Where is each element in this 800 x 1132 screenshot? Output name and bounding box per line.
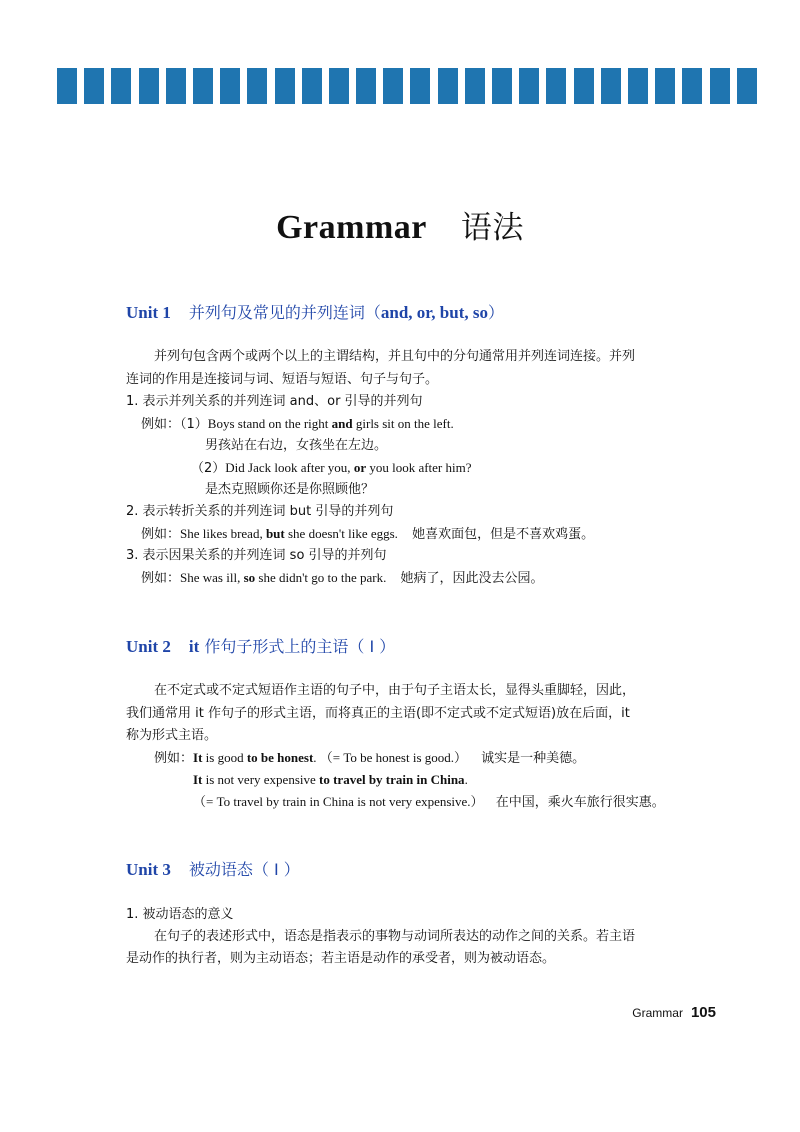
example-keyword: to be honest — [246, 750, 314, 765]
unit3-paragraph-line: 是动作的执行者，则为主动语态；若主语是动作的承受者，则为被动语态。 — [126, 951, 556, 966]
header-block — [492, 68, 512, 104]
header-block — [465, 68, 485, 104]
unit2-paragraph-line: 我们通常用 it 作句子的形式主语，而将真正的主语(即不定式或不定式短语)放在后面，it — [126, 706, 630, 721]
unit3-title-cn: 被动语态（ I ） — [188, 860, 300, 879]
example-number: （1） — [180, 417, 208, 432]
unit2-paragraph-line: 在不定式或不定式短语作主语的句子中，由于句子主语太长，显得头重脚轻，因此， — [154, 683, 636, 698]
example-label: 例如： — [141, 571, 181, 586]
example-translation: 她喜欢面包，但是不喜欢鸡蛋。 — [412, 527, 595, 542]
example-text: girls sit on the left. — [352, 416, 454, 431]
header-block — [57, 68, 77, 104]
page-number: 105 — [690, 1004, 716, 1021]
page-title — [0, 202, 800, 247]
example-keyword: but — [265, 526, 285, 541]
unit2-example-2 — [193, 770, 468, 791]
unit1-heading — [126, 300, 504, 323]
header-block — [111, 68, 131, 104]
header-block — [383, 68, 403, 104]
unit1-example-2-translation: 是杰克照顾你还是你照顾他？ — [205, 482, 375, 497]
unit3-paragraph-line: 在句子的表述形式中，语态是指表示的事物与动词所表达的动作之间的关系。若主语 — [154, 929, 636, 944]
unit2-label: Unit 2 — [126, 637, 171, 656]
unit1-example-3 — [141, 524, 594, 545]
unit2-paragraph-line: 称为形式主语。 — [126, 728, 218, 743]
unit1-label: Unit 1 — [126, 303, 171, 322]
example-text: She likes bread, — [180, 526, 266, 541]
page-footer — [632, 1004, 716, 1021]
header-block — [247, 68, 267, 104]
example-label: 例如： — [141, 527, 181, 542]
header-block — [302, 68, 322, 104]
unit1-example-1 — [141, 414, 454, 435]
example-text: She was ill, — [180, 570, 244, 585]
header-block — [546, 68, 566, 104]
example-text: . — [464, 772, 468, 787]
example-keyword: It — [193, 772, 203, 787]
page-title-cn: 语法 — [460, 210, 524, 246]
footer-section: Grammar — [632, 1006, 683, 1020]
header-block — [84, 68, 104, 104]
example-text: Boys stand on the right — [207, 416, 332, 431]
header-block — [329, 68, 349, 104]
header-block — [166, 68, 186, 104]
unit1-title-en: and, or, but, so — [380, 303, 488, 322]
header-block — [220, 68, 240, 104]
unit3-heading — [126, 857, 300, 880]
example-label: 例如： — [154, 751, 194, 766]
header-block — [410, 68, 430, 104]
header-block — [275, 68, 295, 104]
header-block — [737, 68, 757, 104]
example-text: is good — [202, 750, 247, 765]
example-keyword: and — [331, 416, 353, 431]
example-text: . （= To be honest is good.） — [313, 750, 468, 765]
example-text: is not very expensive — [202, 772, 320, 787]
unit1-example-2 — [191, 458, 472, 479]
header-block — [139, 68, 159, 104]
unit3-subheading-1: 1. 被动语态的意义 — [126, 907, 234, 922]
unit2-heading — [126, 634, 395, 657]
example-text: she doesn't like eggs. — [284, 526, 398, 541]
unit1-title-cn: 并列句及常见的并列连词（ — [188, 303, 381, 322]
unit1-example-4 — [141, 568, 544, 589]
unit2-example-2-paraphrase — [193, 792, 665, 813]
example-keyword: to travel by train in China — [319, 772, 465, 787]
header-block — [519, 68, 539, 104]
example-keyword: It — [193, 750, 203, 765]
unit2-example-1 — [154, 748, 585, 769]
unit1-subheading-3: 3. 表示因果关系的并列连词 so 引导的并列句 — [126, 548, 387, 563]
unit2-title-cn: 作句子形式上的主语（ I ） — [199, 637, 396, 656]
unit1-paragraph-line: 连词的作用是连接词与词、短语与短语、句子与句子。 — [126, 372, 439, 387]
header-block — [356, 68, 376, 104]
header-block — [655, 68, 675, 104]
header-block — [438, 68, 458, 104]
unit1-subheading-2: 2. 表示转折关系的并列连词 but 引导的并列句 — [126, 504, 394, 519]
header-block — [574, 68, 594, 104]
example-keyword: or — [353, 460, 367, 475]
header-block — [193, 68, 213, 104]
example-text: Did Jack look after you, — [225, 460, 354, 475]
example-translation: 她病了，因此没去公园。 — [400, 571, 544, 586]
page-title-en: Grammar — [276, 209, 427, 246]
unit1-title-end: ） — [487, 303, 504, 322]
unit1-paragraph-line: 并列句包含两个或两个以上的主谓结构，并且句中的分句通常用并列连词连接。并列 — [154, 349, 636, 364]
example-paraphrase: （= To travel by train in China is not very expensive.） — [193, 794, 484, 809]
example-text: she didn't go to the park. — [255, 570, 387, 585]
unit3-label: Unit 3 — [126, 860, 171, 879]
example-keyword: so — [243, 570, 256, 585]
decorative-header-bar — [57, 68, 757, 104]
unit1-example-1-translation: 男孩站在右边，女孩坐在左边。 — [205, 438, 388, 453]
example-label: 例如： — [141, 417, 181, 432]
unit2-title-en: it — [188, 637, 200, 656]
unit1-subheading-1: 1. 表示并列关系的并列连词 and、or 引导的并列句 — [126, 394, 423, 409]
header-block — [601, 68, 621, 104]
example-text: you look after him? — [366, 460, 472, 475]
example-translation: 在中国，乘火车旅行很实惠。 — [495, 795, 665, 810]
header-block — [710, 68, 730, 104]
example-translation: 诚实是一种美德。 — [481, 751, 586, 766]
header-block — [628, 68, 648, 104]
header-block — [682, 68, 702, 104]
example-number: （2） — [191, 461, 226, 476]
